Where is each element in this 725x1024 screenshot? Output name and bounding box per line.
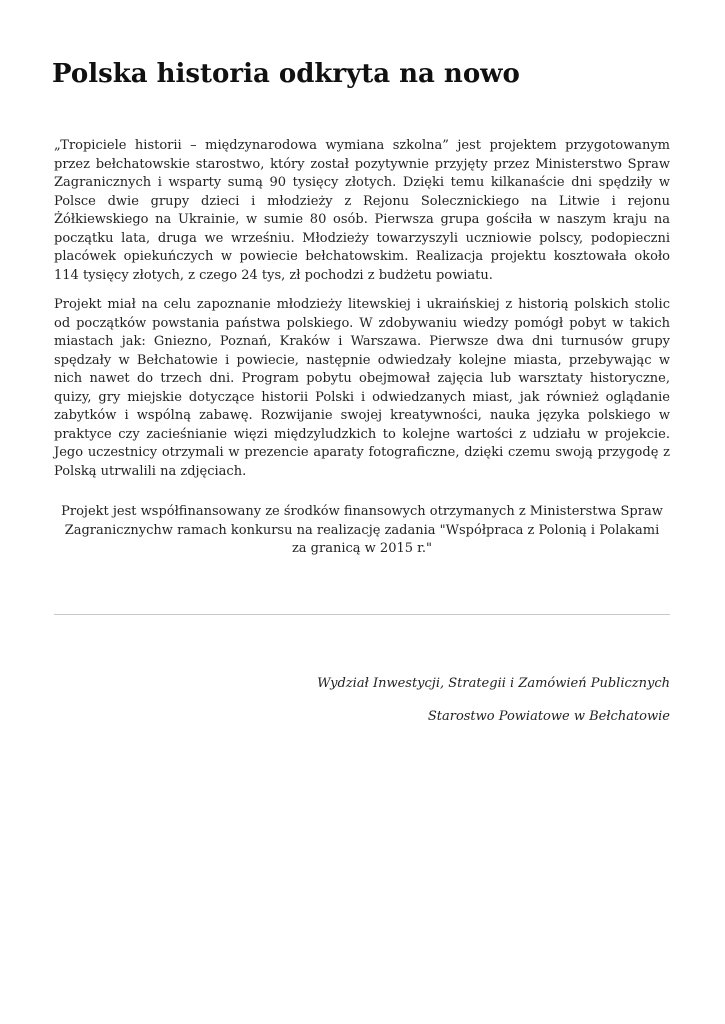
article-paragraph-1: „Tropiciele historii – międzynarodowa wymiana szkolna” jest projektem przygotowanym przez bełchatowskie starostwo, który został pozytywnie przyjęty przez Ministerstwo Spraw Zagranicznych i wsparty sumą 90 tysięcy złotych. Dzięki temu kilkanaście dni spędziły w Polsce dwie grupy dzieci i młodzieży z Rejonu Solecznickiego na Litwie i rejonu Żółkiewskiego na Ukrainie, w sumie 80 osób. Pierwsza grupa gościła w naszym kraju na początku lata, druga we wrześniu. Młodzieży towarzyszyli uczniowie polscy, podopieczni placówek opiekuńczych w powiecie bełchatowskim. Realizacja projektu kosztowała około 114 tysięcy złotych, z czego 24 tys, zł pochodzi z budżetu powiatu. bbox=[54, 138, 670, 283]
section-divider bbox=[54, 614, 670, 615]
page-title: Polska historia odkryta na nowo bbox=[52, 59, 520, 89]
article-paragraph-2: Projekt miał na celu zapoznanie młodzieży litewskiej i ukraińskiej z historią polskich stolic od początków powstania państwa polskiego. W zdobywaniu wiedzy pomógł pobyt w takich miastach jak: Gniezno, Poznań, Kraków i Warszawa. Pierwsze dwa dni turnusów grupy spędzały w Bełchatowie i powiecie, następnie odwiedzały kolejne miasta, przebywając w nich nawet do trzech dni. Program pobytu obejmował zajęcia lub warsztaty historyczne, quizy, gry miejskie dotyczące historii Polski i odwiedzanych miast, jak również oglądanie zabytków i wspólną zabawę. Rozwijanie swojej kreatywności, nauka języka polskiego w praktyce czy zacieśnianie więzi międzyludzkich to kolejne wartości z udziału w projekcie. Jego uczestnicy otrzymali w prezencie aparaty fotograficzne, dzięki czemu swoją przygodę z Polską utrwalili na zdjęciach. bbox=[54, 297, 670, 479]
signature-department: Wydział Inwestycji, Strategii i Zamówień Publicznych bbox=[317, 676, 670, 691]
funding-note: Projekt jest współfinansowany ze środków finansowych otrzymanych z Ministerstwa Spraw Zagranicznychw ramach konkursu na realizację zadania "Współpraca z Polonią i Polakami za granicą w 2015 r." bbox=[61, 504, 663, 556]
signature-institution: Starostwo Powiatowe w Bełchatowie bbox=[427, 709, 670, 724]
